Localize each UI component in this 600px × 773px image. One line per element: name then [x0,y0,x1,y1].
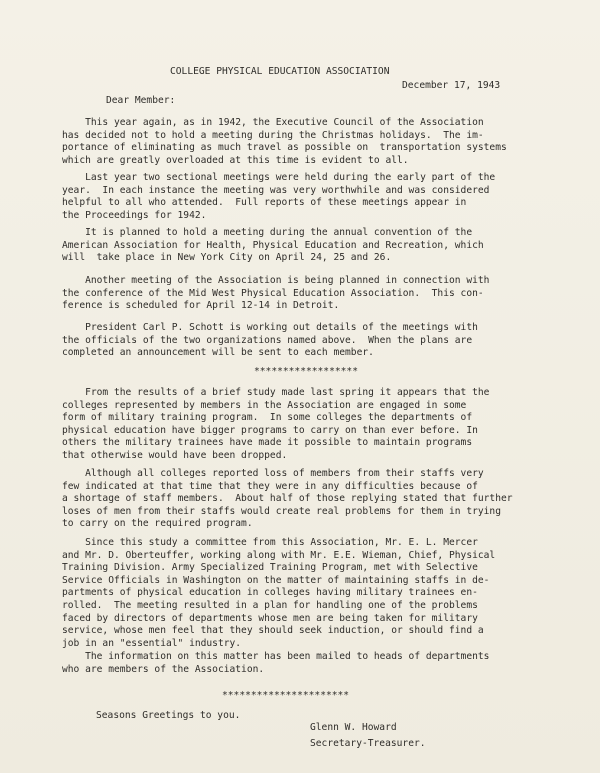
paragraph-8: Since this study a committee from this Association, Mr. E. L. Mercer and Mr. D. Oberteuffer, working along with Mr. E.E. Wieman, Chief, Physical Training Division. Army Specialized Training Program, met with Selective Service Officials in Washington on the matter of maintaining staffs in de- partments of physical education in colleges having military trainees en- rolled. The meeting resulted in a plan for handling one of the problems faced by directors of departments whose men are being taken for military service, whose men feel that they should seek induction, or should find a job in an "essential" industry. [62,537,496,649]
separator-stars: ****************** [254,366,358,377]
paragraph-1: This year again, as in 1942, the Executive Council of the Association has decided not to hold a meeting during the Christmas holidays. The im- portance of eliminating as much travel as possible on transportation systems which are greatly overloaded at this time is evident to all. [62,117,507,166]
paragraph-4: Another meeting of the Association is being planned in connection with the conference of the Mid West Physical Education Association. This con- ference is scheduled for April 12-14 in Detroit. [62,275,490,312]
paragraph-7: Although all colleges reported loss of members from their staffs very few indicated at that time that they were in any difficulties because of a shortage of staff members. About half of those replying stated that further loses of men from their staffs would create real problems for them in trying to carry on the required program. [62,468,513,530]
signature-title: Secretary-Treasurer. [310,738,426,749]
signature-name: Glenn W. Howard [310,722,397,733]
letter-date: December 17, 1943 [402,80,501,91]
paragraph-2: Last year two sectional meetings were held during the early part of the year. In each instance the meeting was very worthwhile and was considered helpful to all who attended. Full reports of these meetings appear in the Proceedings for 1942. [62,172,496,221]
paragraph-5: President Carl P. Schott is working out details of the meetings with the officials of the two organizations named above. When the plans are completed an announcement will be sent to each member. [62,322,478,359]
paragraph-9: The information on this matter has been mailed to heads of departments who are members of the Association. [62,651,490,675]
closing-line: Seasons Greetings to you. [96,710,241,721]
greeting: Dear Member: [106,95,176,106]
organization-heading: COLLEGE PHYSICAL EDUCATION ASSOCIATION [170,66,390,77]
separator-stars: ********************** [222,690,350,701]
paragraph-3: It is planned to hold a meeting during the annual convention of the American Association for Health, Physical Education and Recreation, which will take place in New York City on April 24, 25 and 26. [62,227,484,264]
paragraph-6: From the results of a brief study made last spring it appears that the colleges represented by members in the Association are engaged in some form of military training program. In some colleges the departments of physical education have bigger programs to carry on than ever before. In others the military trainees have made it possible to maintain programs that otherwise would have been dropped. [62,387,490,461]
